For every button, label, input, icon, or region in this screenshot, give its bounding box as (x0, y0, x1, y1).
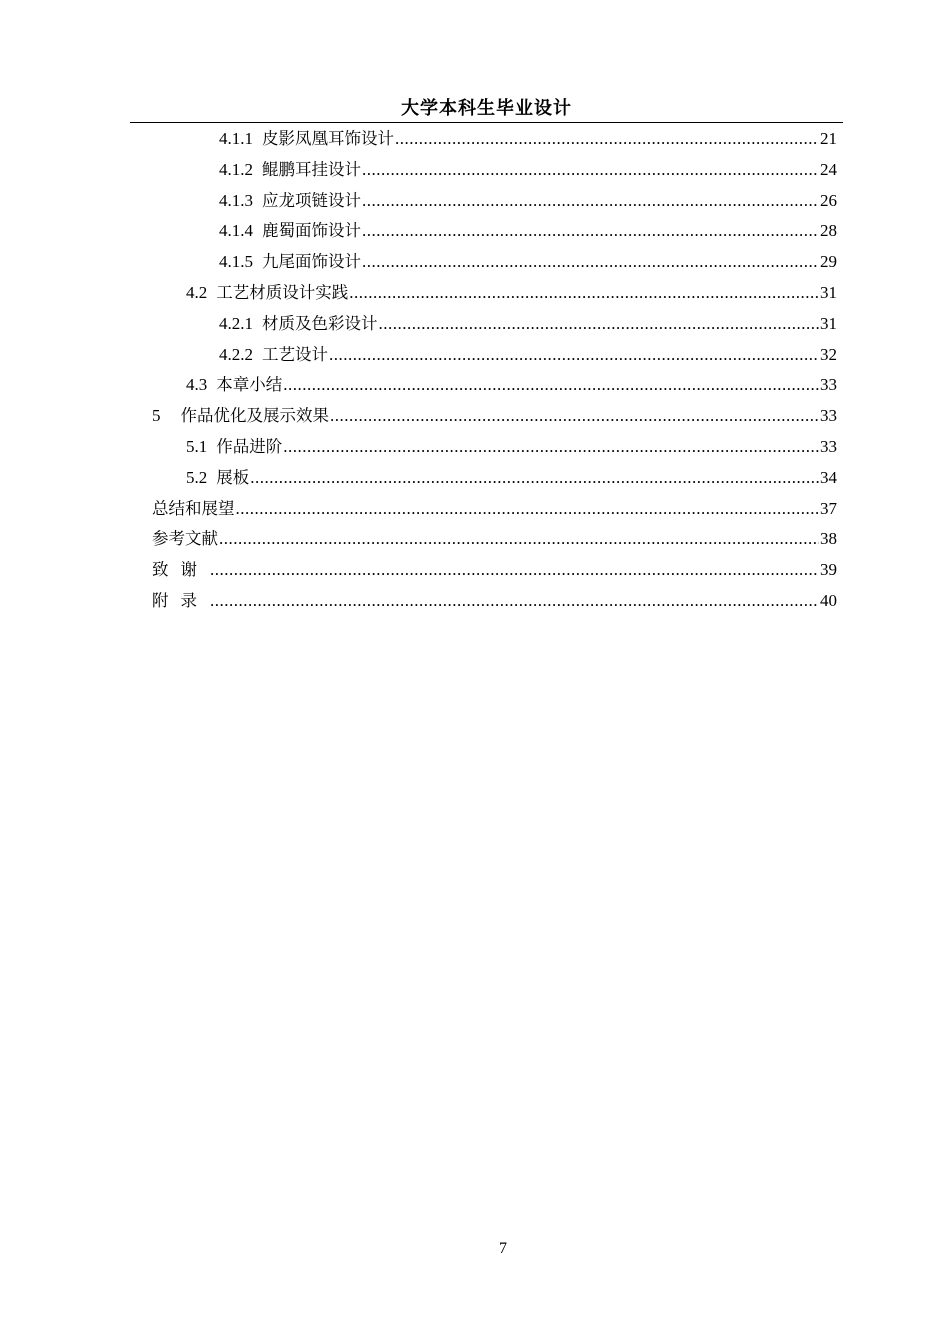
toc-entry-title: 附录 (152, 590, 209, 610)
toc-entry[interactable] (152, 216, 837, 247)
dot-leader (395, 124, 819, 155)
toc-entry-title: 作品进阶 (216, 436, 283, 456)
toc-entry[interactable] (152, 401, 837, 432)
toc-entry-page: 21 (820, 129, 837, 148)
toc-entry-page: 28 (820, 221, 837, 241)
toc-entry-title: 展板 (216, 467, 250, 487)
toc-entry[interactable] (152, 309, 837, 340)
toc-entry-title: 工艺材质设计实践 (216, 282, 349, 302)
toc-entry-number: 4.1.3 (219, 190, 253, 210)
dot-leader (362, 216, 819, 247)
toc-entry-title: 作品优化及展示效果 (180, 406, 329, 426)
toc-entry-title: 材质及色彩设计 (262, 313, 378, 333)
dot-leader (379, 309, 820, 340)
toc-entry-page: 34 (820, 467, 837, 487)
table-of-contents (152, 124, 837, 617)
toc-entry[interactable] (152, 586, 837, 617)
toc-entry-title: 本章小结 (216, 375, 283, 395)
toc-entry-title: 皮影凤凰耳饰设计 (262, 129, 394, 148)
toc-entry-number: 4.1.2 (219, 159, 253, 179)
toc-entry-page: 38 (820, 529, 837, 549)
toc-entry[interactable] (152, 247, 837, 278)
toc-entry-page: 33 (820, 406, 837, 426)
dot-leader (250, 463, 819, 494)
dot-leader (330, 401, 819, 432)
toc-entry-title: 工艺设计 (262, 344, 328, 364)
dot-leader (236, 494, 820, 525)
toc-entry-number: 4.1.4 (219, 221, 253, 241)
dot-leader (283, 370, 819, 401)
dot-leader (210, 586, 819, 617)
dot-leader (362, 186, 819, 217)
toc-entry-page: 32 (820, 344, 837, 364)
dot-leader (362, 155, 819, 186)
dot-leader (349, 278, 819, 309)
dot-leader (329, 340, 819, 371)
toc-entry[interactable] (152, 555, 837, 586)
toc-entry-page: 39 (820, 560, 837, 580)
toc-entry-number: 4.3 (186, 375, 208, 395)
toc-entry[interactable] (152, 432, 837, 463)
toc-entry[interactable] (152, 340, 837, 371)
toc-entry-page: 26 (820, 190, 837, 210)
toc-entry-title: 九尾面饰设计 (262, 252, 361, 272)
dot-leader (219, 524, 819, 555)
toc-entry[interactable] (152, 186, 837, 217)
toc-entry[interactable] (152, 524, 837, 555)
toc-entry[interactable] (152, 463, 837, 494)
toc-entry[interactable] (152, 124, 837, 155)
toc-entry[interactable] (152, 155, 837, 186)
toc-entry-title: 鲲鹏耳挂设计 (262, 159, 361, 179)
toc-entry-title: 应龙项链设计 (262, 190, 361, 210)
dot-leader (362, 247, 819, 278)
toc-entry-page: 33 (820, 436, 837, 456)
page-number: 7 (499, 1240, 507, 1257)
toc-entry-number: 5 (152, 406, 161, 426)
toc-entry[interactable] (152, 278, 837, 309)
toc-entry-number: 5.2 (186, 467, 208, 487)
toc-entry-title: 总结和展望 (152, 498, 235, 518)
toc-entry-title: 鹿蜀面饰设计 (262, 221, 361, 241)
toc-entry-page: 31 (820, 282, 837, 302)
toc-entry-number: 4.1.1 (219, 129, 253, 148)
dot-leader (210, 555, 819, 586)
toc-entry[interactable] (152, 370, 837, 401)
toc-entry-page: 24 (820, 159, 837, 179)
toc-entry-title: 致谢 (152, 560, 209, 580)
toc-entry-number: 4.2.2 (219, 344, 253, 364)
toc-entry-page: 40 (820, 590, 837, 610)
toc-entry-number: 5.1 (186, 436, 208, 456)
toc-entry-page: 33 (820, 375, 837, 395)
toc-entry-title: 参考文献 (152, 529, 218, 549)
toc-entry-page: 31 (820, 313, 837, 333)
toc-entry[interactable] (152, 494, 837, 525)
toc-entry-number: 4.1.5 (219, 252, 253, 272)
toc-entry-number: 4.2.1 (219, 313, 253, 333)
toc-entry-page: 29 (820, 252, 837, 272)
toc-entry-number: 4.2 (186, 282, 208, 302)
toc-entry-page: 37 (820, 498, 837, 518)
page-header: 大学本科生毕业设计 (130, 96, 843, 123)
dot-leader (283, 432, 819, 463)
